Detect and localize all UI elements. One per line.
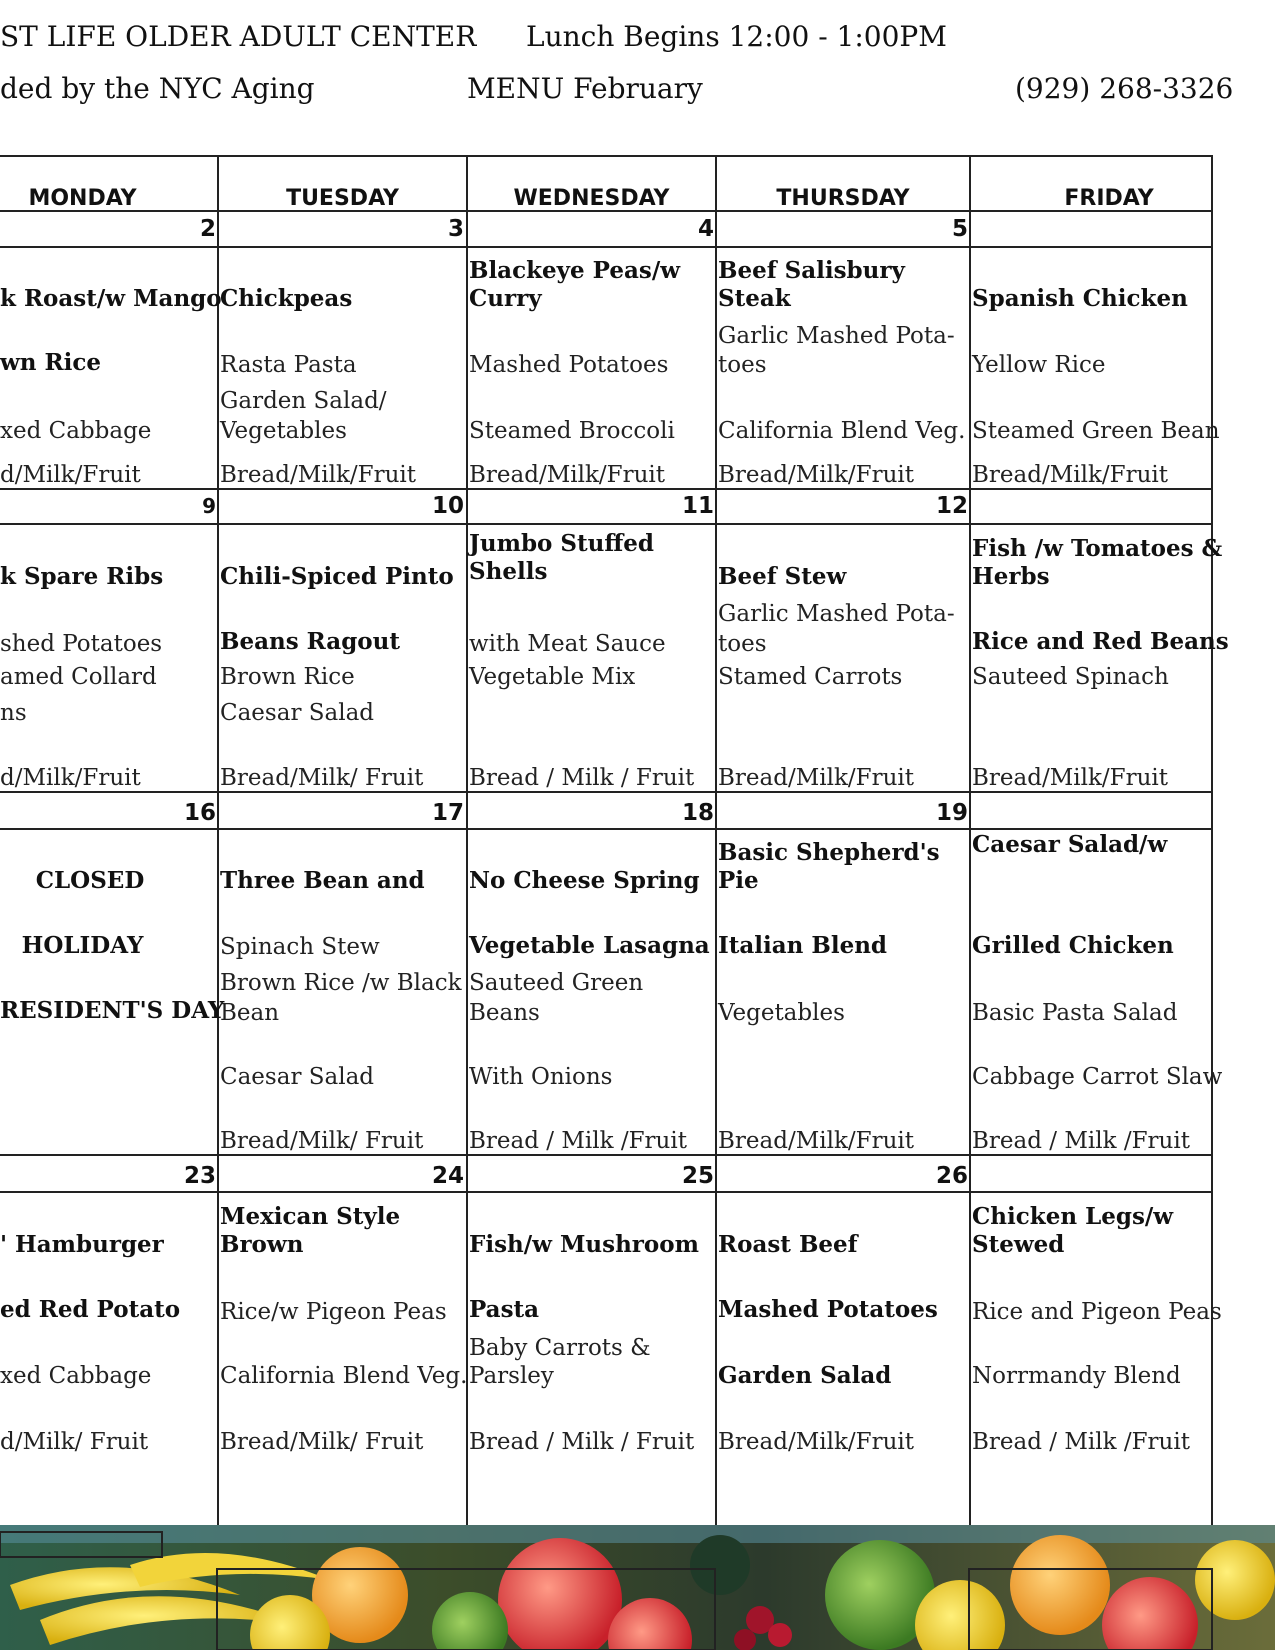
menu-item-side: toes (718, 352, 767, 378)
menu-item-extras: Bread/Milk/ Fruit (220, 1128, 424, 1154)
menu-item-side: Garlic Mashed Pota- (718, 601, 955, 627)
menu-item-main: Basic Shepherd's (718, 839, 940, 866)
menu-item-veg: Vegetable Mix (469, 664, 636, 690)
date-18: 18 (681, 800, 714, 826)
menu-item-veg: amed Collard (0, 664, 157, 690)
menu-item-main: k Roast/w Mango (0, 285, 222, 312)
menu-item-main: Jumbo Stuffed (469, 530, 654, 557)
grid-line (0, 523, 1212, 525)
menu-item-main: Spinach Stew (220, 934, 380, 960)
menu-item-main: k Spare Ribs (0, 563, 164, 590)
menu-item-veg: Sauteed Spinach (972, 664, 1169, 690)
date-4: 4 (697, 216, 714, 242)
day-monday: MONDAY (28, 186, 137, 211)
menu-item-main: Fish /w Tomatoes & (972, 535, 1223, 562)
funded-by: ded by the NYC Aging (0, 72, 315, 105)
menu-item-side: ed Red Potato (0, 1296, 181, 1323)
menu-item-extras: Bread/Milk/Fruit (718, 1429, 915, 1455)
menu-item-main: Beef Stew (718, 563, 847, 590)
holiday-name: RESIDENT'S DAY (0, 997, 225, 1024)
menu-item-extras: Bread/Milk/Fruit (718, 462, 915, 488)
menu-item-extras: Bread/Milk/ Fruit (220, 765, 424, 791)
date-12: 12 (935, 493, 968, 519)
closed-label: CLOSED (35, 867, 145, 894)
menu-item-side: Mashed Potatoes (718, 1296, 938, 1323)
menu-item-veg: Caesar Salad (220, 700, 375, 726)
center-name: ST LIFE OLDER ADULT CENTER (0, 20, 477, 53)
menu-item-main: Curry (469, 285, 542, 312)
menu-item-side: Bean (220, 1000, 280, 1026)
date-11: 11 (681, 493, 714, 519)
grid-line (0, 155, 1212, 157)
date-17: 17 (431, 800, 464, 826)
menu-item-veg: California Blend Veg. (718, 418, 966, 444)
menu-item-veg: Steamed Green Bean (972, 418, 1220, 444)
menu-item-main: Pie (718, 867, 759, 894)
menu-item-main: Brown (220, 1231, 304, 1258)
menu-item-extras: d/Milk/ Fruit (0, 1429, 149, 1455)
menu-item-extras: Bread / Milk /Fruit (972, 1429, 1190, 1455)
menu-item-extras: Bread/Milk/ Fruit (220, 1429, 424, 1455)
menu-item-side: Garlic Mashed Pota- (718, 323, 955, 349)
menu-item-main: Shells (469, 558, 548, 585)
menu-item-side: Rice and Pigeon Peas (972, 1299, 1222, 1325)
phone-number: (929) 268-3326 (1015, 72, 1234, 105)
menu-item-main: Mexican Style (220, 1203, 401, 1230)
date-10: 10 (431, 493, 464, 519)
menu-item-main: Chili-Spiced Pinto (220, 563, 454, 590)
menu-item-veg: Parsley (469, 1363, 554, 1389)
holiday-label: HOLIDAY (21, 932, 144, 959)
menu-item-veg: Caesar Salad (220, 1064, 375, 1090)
fruit-illustration (0, 1525, 1275, 1650)
day-friday: FRIDAY (1064, 186, 1154, 211)
menu-item-veg: Baby Carrots & (469, 1335, 651, 1361)
menu-item-extras: d/Milk/Fruit (0, 462, 141, 488)
menu-item-main: Fish/w Mushroom (469, 1231, 699, 1258)
menu-item-side: Brown Rice /w Black (220, 970, 462, 996)
menu-item-veg: Vegetables (718, 1000, 845, 1026)
menu-item-main: Roast Beef (718, 1231, 858, 1258)
menu-item-veg: California Blend Veg. (220, 1363, 468, 1389)
menu-item-side: Mashed Potatoes (469, 352, 669, 378)
date-25: 25 (681, 1163, 714, 1189)
menu-item-main: No Cheese Spring (469, 867, 700, 894)
day-wednesday: WEDNESDAY (513, 186, 670, 211)
date-23: 23 (183, 1163, 216, 1189)
grid-line (715, 155, 717, 1650)
menu-item-main: Herbs (972, 563, 1050, 590)
menu-item-extras: Bread/Milk/Fruit (220, 462, 417, 488)
menu-item-extras: Bread / Milk / Fruit (469, 1429, 695, 1455)
fruit-photo (0, 1525, 1275, 1650)
menu-item-extras: Bread/Milk/Fruit (972, 462, 1169, 488)
menu-item-side: with Meat Sauce (469, 631, 666, 657)
menu-item-side: Rice/w Pigeon Peas (220, 1299, 447, 1325)
menu-item-veg: Norrmandy Blend (972, 1363, 1181, 1389)
menu-item-veg: Stamed Carrots (718, 664, 903, 690)
menu-item-veg: Vegetables (220, 418, 347, 444)
menu-item-veg: xed Cabbage (0, 418, 152, 444)
menu-item-main: Pasta (469, 1296, 540, 1323)
menu-item-veg: Steamed Broccoli (469, 418, 675, 444)
menu-item-side: Rice and Red Beans (972, 628, 1229, 655)
menu-item-extras: Bread/Milk/Fruit (718, 765, 915, 791)
menu-item-side: Rasta Pasta (220, 352, 357, 378)
menu-item-extras: Bread / Milk /Fruit (972, 1128, 1190, 1154)
date-24: 24 (431, 1163, 464, 1189)
menu-item-main: Three Bean and (220, 867, 425, 894)
menu-item-extras: Bread / Milk /Fruit (469, 1128, 687, 1154)
menu-item-extras: Bread/Milk/Fruit (718, 1128, 915, 1154)
menu-item-extras: d/Milk/Fruit (0, 765, 141, 791)
menu-item-side: Yellow Rice (972, 352, 1106, 378)
menu-title: MENU February (467, 72, 703, 105)
menu-item-main: Chickpeas (220, 285, 353, 312)
menu-item-main: Beans Ragout (220, 628, 400, 655)
menu-item-veg: Italian Blend (718, 932, 888, 959)
menu-item-extras: Bread/Milk/Fruit (972, 765, 1169, 791)
menu-item-veg: With Onions (469, 1064, 613, 1090)
menu-item-side: Brown Rice (220, 664, 355, 690)
day-tuesday: TUESDAY (286, 186, 399, 211)
menu-item-extras: Bread/Milk/Fruit (469, 462, 666, 488)
menu-item-main: Steak (718, 285, 791, 312)
menu-item-main: Caesar Salad/w (972, 831, 1168, 858)
date-5: 5 (951, 216, 968, 242)
grid-line (217, 155, 219, 1650)
menu-item-veg: ns (0, 700, 27, 726)
menu-item-side: toes (718, 631, 767, 657)
menu-item-main: Spanish Chicken (972, 285, 1188, 312)
menu-item-veg: xed Cabbage (0, 1363, 152, 1389)
menu-item-veg: Beans (469, 1000, 540, 1026)
menu-item-main: Stewed (972, 1231, 1065, 1258)
lunch-time: Lunch Begins 12:00 - 1:00PM (526, 20, 947, 53)
grid-line (0, 1191, 1212, 1193)
date-26: 26 (935, 1163, 968, 1189)
date-2: 2 (199, 216, 216, 242)
date-16: 16 (183, 800, 216, 826)
menu-item-side: wn Rice (0, 349, 102, 376)
menu-item-main: Beef Salisbury (718, 257, 905, 284)
menu-item-main: Chicken Legs/w (972, 1203, 1174, 1230)
menu-item-veg: Garden Salad (718, 1362, 892, 1389)
grid-line (466, 155, 468, 1525)
menu-item-extras: Bread / Milk / Fruit (469, 765, 695, 791)
grid-line (969, 155, 971, 1650)
menu-item-side: shed Potatoes (0, 631, 163, 657)
menu-item-side: Basic Pasta Salad (972, 1000, 1178, 1026)
menu-item-veg: Garden Salad/ (220, 388, 387, 414)
menu-item-veg: Sauteed Green (469, 970, 644, 996)
menu-item-main: Grilled Chicken (972, 932, 1174, 959)
grid-line (0, 246, 1212, 248)
menu-item-veg: Cabbage Carrot Slaw (972, 1064, 1223, 1090)
menu-item-main: Blackeye Peas/w (469, 257, 681, 284)
menu-item-main: Vegetable Lasagna (469, 932, 710, 959)
menu-item-main: ' Hamburger (0, 1231, 164, 1258)
date-9: 9 (202, 494, 216, 518)
day-thursday: THURSDAY (776, 186, 910, 211)
date-3: 3 (447, 216, 464, 242)
date-19: 19 (935, 800, 968, 826)
